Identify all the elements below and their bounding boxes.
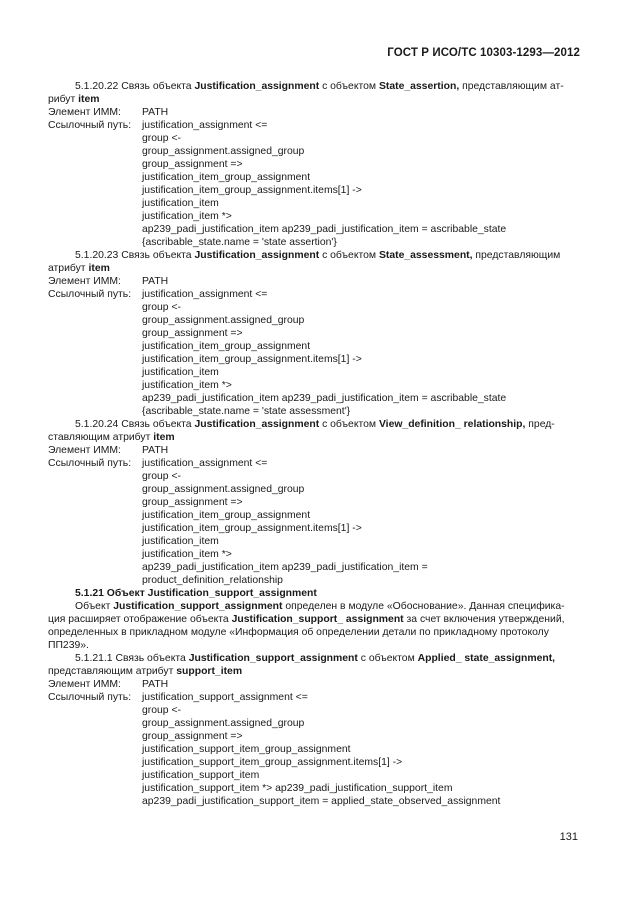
path-line: justification_support_item_group_assignment bbox=[142, 744, 351, 755]
path-line: justification_item bbox=[142, 536, 219, 547]
path-line: justification_item_group_assignment bbox=[142, 510, 311, 521]
paragraph-line bbox=[48, 613, 580, 626]
paragraph bbox=[48, 600, 580, 613]
path-line: justification_item *> bbox=[142, 380, 232, 391]
path-line: justification_item bbox=[142, 198, 219, 209]
path-lines bbox=[142, 288, 580, 418]
path-line: justification_item_group_assignment.items[1] -> bbox=[142, 185, 362, 196]
clause-heading bbox=[48, 80, 580, 93]
path-line: group_assignment.assigned_group bbox=[142, 718, 305, 729]
clause-heading bbox=[48, 652, 580, 665]
path-line: justification_assignment <= bbox=[142, 289, 268, 300]
text: ПП239». bbox=[48, 640, 89, 651]
section-5-1-21 bbox=[48, 587, 580, 652]
element-label: Элемент ИММ: bbox=[48, 276, 121, 287]
path-line: ap239_padi_justification_item ap239_padi_justification_item = bbox=[142, 562, 428, 573]
section-5-1-20-23 bbox=[48, 249, 580, 418]
text: за счет включения утверждений, bbox=[403, 614, 565, 625]
section-5-1-21-1 bbox=[48, 652, 580, 808]
element-value: PATH bbox=[142, 107, 169, 118]
entity-name: Justification_assignment bbox=[194, 419, 320, 430]
element-value: PATH bbox=[142, 679, 169, 690]
path-line: ap239_padi_justification_support_item = applied_state_observed_assignment bbox=[142, 796, 501, 807]
path-line: justification_support_item_group_assignment.items[1] -> bbox=[142, 757, 403, 768]
path-line: justification_support_item bbox=[142, 770, 260, 781]
path-line: ap239_padi_justification_item ap239_padi_justification_item = ascribable_state bbox=[142, 393, 507, 404]
path-label: Ссылочный путь: bbox=[48, 289, 132, 300]
path-line: group <- bbox=[142, 302, 181, 313]
path-line: justification_assignment <= bbox=[142, 458, 268, 469]
path-line: group <- bbox=[142, 471, 181, 482]
clause-heading-cont bbox=[48, 431, 580, 444]
text: Объект bbox=[75, 601, 114, 612]
document-body bbox=[48, 80, 580, 808]
path-line: ap239_padi_justification_item ap239_padi_justification_item = ascribable_state bbox=[142, 224, 507, 235]
page-header: ГОСТ Р ИСО/ТС 10303-1293—2012 bbox=[387, 47, 580, 59]
path-label: Ссылочный путь: bbox=[48, 120, 132, 131]
text: представляющим ат- bbox=[459, 81, 564, 92]
path-line: justification_item *> bbox=[142, 211, 232, 222]
element-row bbox=[48, 444, 580, 457]
path-line: justification_item_group_assignment.items[1] -> bbox=[142, 354, 362, 365]
element-value: PATH bbox=[142, 276, 169, 287]
clause-heading-cont bbox=[48, 262, 580, 275]
path-line: justification_item_group_assignment.items[1] -> bbox=[142, 523, 362, 534]
path-lines bbox=[142, 457, 580, 587]
text: с объектом bbox=[319, 81, 379, 92]
entity-name: Justification_support_assignment bbox=[188, 653, 358, 664]
element-value: PATH bbox=[142, 445, 169, 456]
target-entity: View_definition_ relationship, bbox=[378, 419, 526, 430]
entity-name: Justification_assignment bbox=[194, 81, 320, 92]
clause-heading-cont bbox=[48, 665, 580, 678]
text: Связь объекта bbox=[112, 653, 189, 664]
element-label: Элемент ИММ: bbox=[48, 445, 121, 456]
path-line: group <- bbox=[142, 133, 181, 144]
path-lines bbox=[142, 691, 580, 808]
text: Связь объекта bbox=[118, 81, 195, 92]
path-line: {ascribable_state.name = 'state assessment'} bbox=[142, 406, 351, 417]
path-row bbox=[48, 457, 580, 587]
path-line: group_assignment => bbox=[142, 159, 243, 170]
path-line: justification_support_assignment <= bbox=[142, 692, 308, 703]
paragraph-line bbox=[48, 626, 580, 639]
attribute-name: item bbox=[78, 94, 100, 105]
attribute-name: item bbox=[88, 263, 110, 274]
text: атрибут bbox=[48, 263, 89, 274]
target-entity: State_assessment, bbox=[378, 250, 473, 261]
element-row bbox=[48, 106, 580, 119]
paragraph-line bbox=[48, 639, 580, 652]
text: представляющим bbox=[472, 250, 561, 261]
text: ция расширяет отображение объекта bbox=[48, 614, 232, 625]
element-label: Элемент ИММ: bbox=[48, 107, 121, 118]
text: представляющим атрибут bbox=[48, 666, 177, 677]
path-line: group_assignment.assigned_group bbox=[142, 484, 305, 495]
path-line: justification_item_group_assignment bbox=[142, 172, 311, 183]
text: определен в модуле «Обоснование». Данная специфика- bbox=[282, 601, 565, 612]
text: с объектом bbox=[319, 250, 379, 261]
path-line: justification_item *> bbox=[142, 549, 232, 560]
path-line: group_assignment => bbox=[142, 731, 243, 742]
path-line: group_assignment.assigned_group bbox=[142, 315, 305, 326]
path-line: justification_item bbox=[142, 367, 219, 378]
clause-number: 5.1.21.1 bbox=[75, 653, 113, 664]
path-line: group_assignment => bbox=[142, 497, 243, 508]
path-line: justification_assignment <= bbox=[142, 120, 268, 131]
text: с объектом bbox=[319, 419, 379, 430]
entity-name: Justification_support_assignment bbox=[113, 601, 283, 612]
path-line: group_assignment.assigned_group bbox=[142, 146, 305, 157]
text: определенных в прикладном модуле «Информация об определении детали по прикладному протоколу bbox=[48, 627, 549, 638]
path-label: Ссылочный путь: bbox=[48, 458, 132, 469]
clause-heading bbox=[48, 418, 580, 431]
section-5-1-20-22 bbox=[48, 80, 580, 249]
path-lines bbox=[142, 119, 580, 249]
path-line: group_assignment => bbox=[142, 328, 243, 339]
text: рибут bbox=[48, 94, 79, 105]
target-entity: State_assertion, bbox=[378, 81, 460, 92]
entity-name: Justification_assignment bbox=[194, 250, 320, 261]
page-number: 131 bbox=[559, 831, 578, 843]
text: Связь объекта bbox=[118, 250, 195, 261]
path-line: group <- bbox=[142, 705, 181, 716]
clause-number: 5.1.20.24 bbox=[75, 419, 119, 430]
clause-heading bbox=[48, 249, 580, 262]
path-line: justification_item_group_assignment bbox=[142, 341, 311, 352]
clause-number: 5.1.20.23 bbox=[75, 250, 119, 261]
target-entity: Applied_ state_assignment, bbox=[417, 653, 556, 664]
entity-name: Justification_support_ assignment bbox=[231, 614, 404, 625]
text: с объектом bbox=[357, 653, 418, 664]
path-row bbox=[48, 288, 580, 418]
path-line: justification_support_item *> ap239_padi_justification_support_item bbox=[142, 783, 453, 794]
path-row bbox=[48, 119, 580, 249]
clause-heading-cont bbox=[48, 93, 580, 106]
path-line: product_definition_relationship bbox=[142, 575, 283, 586]
path-row bbox=[48, 691, 580, 808]
element-row bbox=[48, 275, 580, 288]
path-line: {ascribable_state.name = 'state assertion'} bbox=[142, 237, 337, 248]
path-label: Ссылочный путь: bbox=[48, 692, 132, 703]
section-5-1-20-24 bbox=[48, 418, 580, 587]
element-row bbox=[48, 678, 580, 691]
attribute-name: item bbox=[153, 432, 175, 443]
text: ставляющим атрибут bbox=[48, 432, 154, 443]
element-label: Элемент ИММ: bbox=[48, 679, 121, 690]
text: Связь объекта bbox=[118, 419, 195, 430]
attribute-name: support_item bbox=[176, 666, 243, 677]
section-title: 5.1.21 Объект Justification_support_assignment bbox=[75, 588, 317, 599]
text: пред- bbox=[525, 419, 555, 430]
clause-number: 5.1.20.22 bbox=[75, 81, 119, 92]
